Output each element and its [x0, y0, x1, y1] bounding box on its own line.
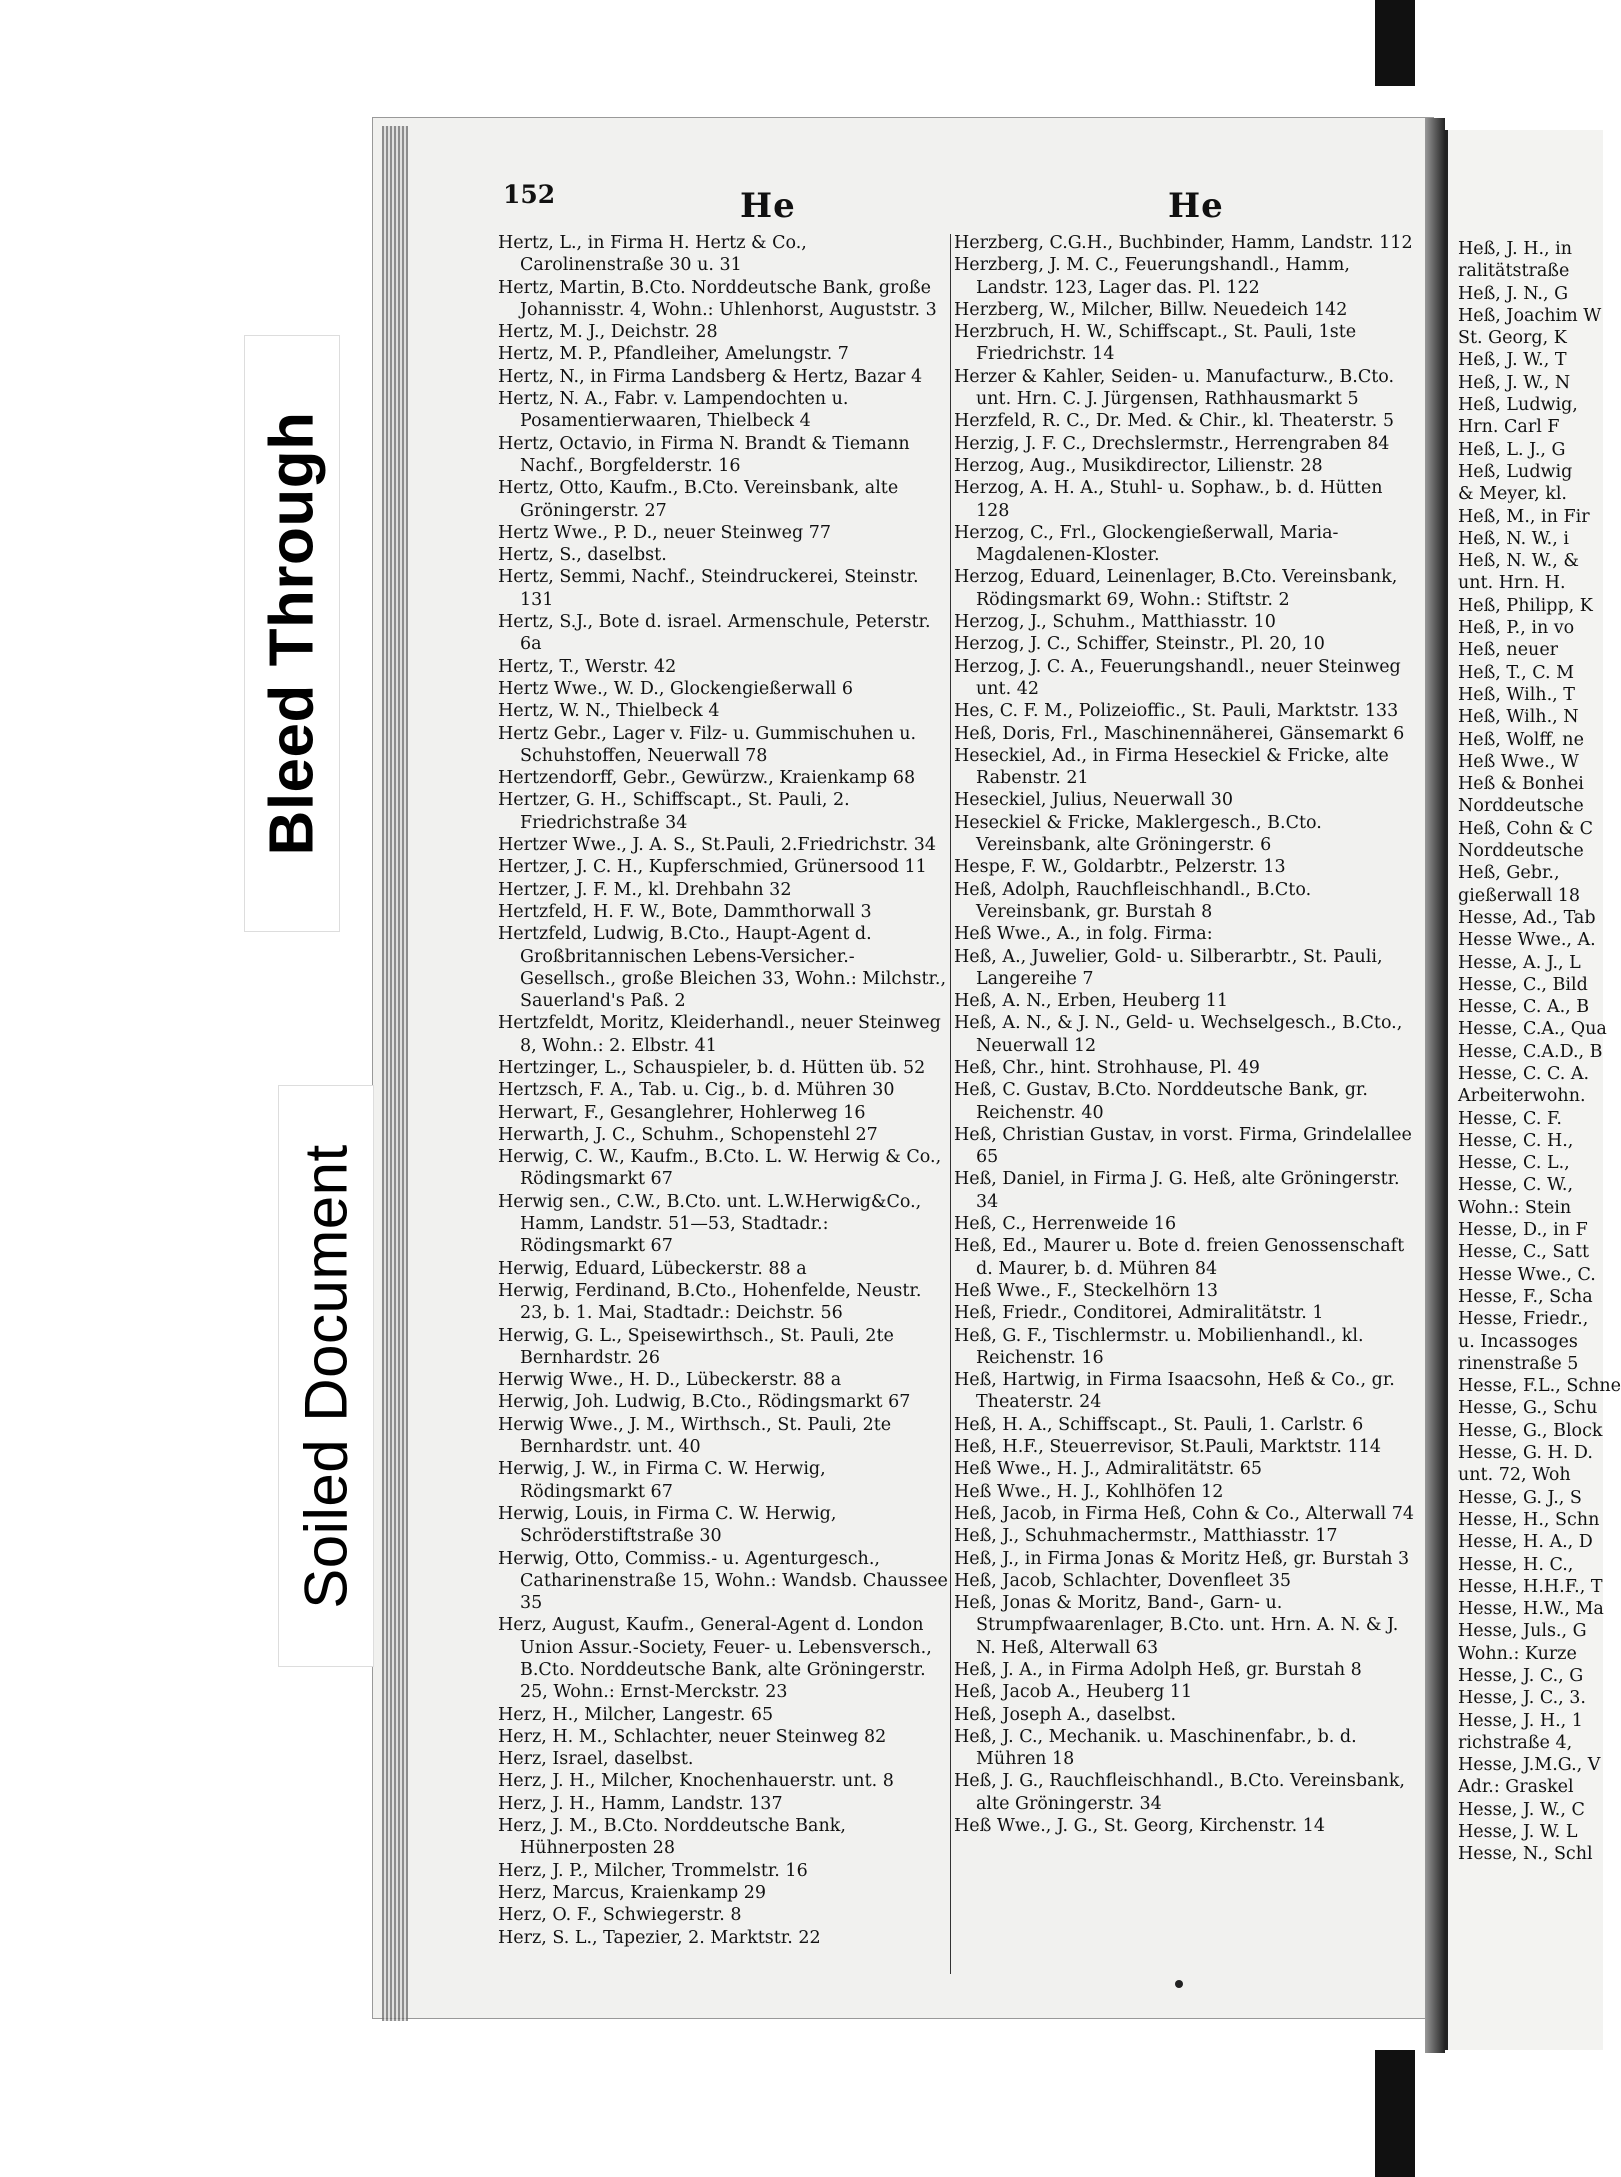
directory-entry: Heß, A., Juwelier, Gold- u. Silberarbtr., St. Pauli, Langereihe 7 [954, 946, 1383, 989]
directory-entry: Heß, Doris, Frl., Maschinennäherei, Gänsemarkt 6 [954, 723, 1405, 744]
directory-entry: Hesse, H., Schn [1458, 1509, 1600, 1530]
directory-entry: Heß, Wolff, ne [1458, 729, 1584, 750]
directory-entry: Heß Wwe., A., in folg. Firma: [954, 924, 1213, 945]
directory-entry: Hertz, T., Werstr. 42 [498, 656, 677, 677]
directory-entry: Herwarth, J. C., Schuhm., Schopenstehl 27 [498, 1124, 878, 1145]
directory-entry: Herwig Wwe., H. D., Lübeckerstr. 88 a [498, 1370, 842, 1391]
directory-entry: Hertz Gebr., Lager v. Filz- u. Gummischuhen u. Schuhstoffen, Neuerwall 78 [498, 723, 917, 766]
directory-entry: Heß, J. A., in Firma Adolph Heß, gr. Burstah 8 [954, 1660, 1362, 1680]
directory-entry: Hesse, J. W., C [1458, 1799, 1585, 1820]
directory-entry: Heß Wwe., W [1458, 751, 1579, 772]
directory-entry: Hertzer, J. F. M., kl. Drehbahn 32 [498, 879, 792, 900]
page-number: 152 [503, 180, 556, 209]
directory-entry: Heß, J., Schuhmachermstr., Matthiasstr. 17 [954, 1526, 1338, 1547]
directory-entry: Hesse, C. A., B [1458, 997, 1590, 1018]
directory-entry: Hesse Wwe., A. [1458, 930, 1596, 951]
directory-entry: Herzog, J., Schuhm., Matthiasstr. 10 [954, 612, 1276, 633]
directory-entry: Hertz, S.J., Bote d. israel. Armenschule, Peterstr. 6a [498, 612, 931, 655]
directory-entry: Herzog, J. C. A., Feuerungshandl., neuer Steinweg unt. 42 [954, 656, 1401, 699]
directory-entry: Heß Wwe., F., Steckelhörn 13 [954, 1280, 1218, 1301]
right-column [954, 232, 1416, 1837]
directory-entry: Herzog, A. H. A., Stuhl- u. Sophaw., b. d. Hütten 128 [954, 478, 1383, 521]
directory-entry: Hertz, N., in Firma Landsberg & Hertz, Bazar 4 [498, 366, 923, 387]
directory-entry: Heß, H. A., Schiffscapt., St. Pauli, 1. Carlstr. 6 [954, 1414, 1364, 1435]
directory-entry: Hertz, Semmi, Nachf., Steindruckerei, Steinstr. 131 [498, 567, 919, 610]
directory-entry: Hesse, C. F. [1458, 1108, 1562, 1129]
directory-entry: Herzog, J. C., Schiffer, Steinstr., Pl. 20, 10 [954, 634, 1325, 655]
directory-entry: Herwig, Otto, Commiss.- u. Agenturgesch., Catharinenstraße 15, Wohn.: Wandsb. Chaussee 35 [498, 1548, 948, 1614]
directory-entry: Heß, Cohn & C [1458, 818, 1593, 839]
soiled-document-stamp [278, 1085, 374, 1667]
directory-entry: Arbeiterwohn. [1458, 1086, 1586, 1107]
page-edge-shading [382, 126, 408, 2021]
directory-entry: Heß, Adolph, Rauchfleischhandl., B.Cto. Vereinsbank, gr. Burstah 8 [954, 879, 1312, 922]
directory-entry: Heß, Joseph A., daselbst. [954, 1704, 1177, 1725]
directory-entry: Heß, Wilh., N [1458, 707, 1579, 728]
directory-entry: Heß, J. G., Rauchfleischhandl., B.Cto. Vereinsbank, alte Gröningerstr. 34 [954, 1771, 1405, 1814]
directory-entry: Heß, L. J., G [1458, 439, 1566, 460]
directory-entry: Hesse, A. J., L [1458, 952, 1581, 973]
directory-entry: Heß, Christian Gustav, in vorst. Firma, Grindelallee 65 [954, 1124, 1412, 1168]
directory-entry: rinenstraße 5 [1458, 1353, 1579, 1374]
directory-entry: Hertz, Otto, Kaufm., B.Cto. Vereinsbank, alte Gröningerstr. 27 [498, 478, 899, 521]
directory-entry: Adr.: Graskel [1458, 1777, 1574, 1798]
directory-entry: Heß, C., Herrenweide 16 [954, 1214, 1177, 1235]
directory-entry: ralitätstraße [1458, 261, 1570, 282]
directory-entry: Herz, S. L., Tapezier, 2. Marktstr. 22 [498, 1927, 821, 1948]
directory-entry: Heß, neuer [1458, 640, 1559, 661]
directory-entry: Wohn.: Stein [1458, 1197, 1572, 1218]
directory-entry: & Meyer, kl. [1458, 484, 1567, 505]
directory-entry: Heß, J. N., G [1458, 283, 1569, 304]
directory-entry: Hertz Wwe., P. D., neuer Steinweg 77 [498, 522, 832, 543]
directory-entry: Hes, C. F. M., Polizeioffic., St. Pauli, Marktstr. 133 [954, 701, 1399, 722]
directory-entry: Hesse, D., in F [1458, 1220, 1588, 1241]
directory-entry: Hesse, C. C. A. [1458, 1063, 1590, 1084]
directory-entry: Heß, J. W., T [1458, 350, 1567, 371]
running-head-right: He [1168, 186, 1224, 226]
directory-entry: Heß, J. C., Mechanik. u. Maschinenfabr., b. d. Mühren 18 [954, 1726, 1357, 1770]
directory-entry: Heß, Philipp, K [1458, 595, 1593, 616]
directory-entry: Hesse, C.A.D., B [1458, 1041, 1603, 1062]
directory-entry: Heß, P., in vo [1458, 618, 1575, 639]
directory-entry: Hesse, H.W., Ma [1458, 1599, 1604, 1620]
directory-entry: Hertz, M. P., Pfandleiher, Amelungstr. 7 [498, 344, 849, 365]
running-head-left: He [740, 186, 796, 226]
directory-entry: Heß, Jonas & Moritz, Band-, Garn- u. Strumpfwaarenlager, B.Cto. unt. Hrn. A. N. & J. N. Heß, Alterwall 63 [954, 1593, 1399, 1658]
directory-entry: Hertz, N. A., Fabr. v. Lampendochten u. Posamentierwaaren, Thielbeck 4 [498, 389, 849, 432]
directory-entry: Herzberg, W., Milcher, Billw. Neuedeich 142 [954, 299, 1348, 320]
directory-entry: Hesse, G. J., S [1458, 1487, 1582, 1508]
next-page-fragment [1445, 130, 1621, 2050]
next-page-column [1458, 238, 1621, 1866]
directory-entry: Herwig, Eduard, Lübeckerstr. 88 a [498, 1258, 807, 1279]
directory-entry: Herz, J. M., B.Cto. Norddeutsche Bank, Hühnerposten 28 [498, 1816, 846, 1859]
directory-entry: Heß, Ed., Maurer u. Bote d. freien Genossenschaft d. Maurer, b. d. Mühren 84 [954, 1236, 1405, 1279]
column-rule [950, 234, 951, 1974]
directory-entry: Heseckiel, Julius, Neuerwall 30 [954, 790, 1233, 811]
directory-entry: Heß, Daniel, in Firma J. G. Heß, alte Gröningerstr. 34 [954, 1169, 1400, 1212]
ink-dot [1175, 1980, 1183, 1988]
directory-entry: St. Georg, K [1458, 328, 1567, 349]
directory-entry: Herz, Israel, daselbst. [498, 1749, 694, 1770]
directory-entry: Hesse, C.A., Qua [1458, 1019, 1607, 1040]
directory-entry: Herz, J. H., Milcher, Knochenhauerstr. unt. 8 [498, 1771, 894, 1792]
directory-entry: Herwig, Joh. Ludwig, B.Cto., Rödingsmarkt 67 [498, 1392, 911, 1413]
directory-entry: Heß, A. N., & J. N., Geld- u. Wechselgesch., B.Cto., Neuerwall 12 [954, 1013, 1403, 1056]
directory-entry: Herwig sen., C.W., B.Cto. unt. L.W.Herwig&Co., Hamm, Landstr. 51—53, Stadtadr.: Rödingsmarkt 67 [498, 1191, 922, 1257]
directory-entry: Hertzer, G. H., Schiffscapt., St. Pauli, 2. Friedrichstraße 34 [498, 790, 850, 833]
directory-entry: Heß, J. H., in [1458, 239, 1573, 259]
directory-entry: Hertz, Octavio, in Firma N. Brandt & Tiemann Nachf., Borgfelderstr. 16 [498, 433, 910, 476]
directory-entry: Heseckiel & Fricke, Maklergesch., B.Cto. Vereinsbank, alte Gröningerstr. 6 [954, 812, 1322, 856]
directory-entry: Hertzinger, L., Schauspieler, b. d. Hütten üb. 52 [498, 1057, 926, 1078]
directory-entry: Hesse, N., Schl [1458, 1844, 1593, 1865]
directory-entry: Hesse, H.H.F., T [1458, 1576, 1603, 1597]
directory-entry: Hesse, F.L., Schne [1458, 1376, 1621, 1397]
directory-entry: Herzer & Kahler, Seiden- u. Manufacturw., B.Cto. unt. Hrn. C. J. Jürgensen, Rathhausmarkt 5 [954, 366, 1395, 410]
directory-entry: Herz, O. F., Schwiegerstr. 8 [498, 1905, 742, 1926]
directory-entry: Herz, Marcus, Kraienkamp 29 [498, 1882, 766, 1903]
directory-entry: Herz, H., Milcher, Langestr. 65 [498, 1704, 774, 1725]
directory-entry: Wohn.: Kurze [1458, 1643, 1577, 1664]
directory-entry: Heß, J., in Firma Jonas & Moritz Heß, gr. Burstah 3 [954, 1548, 1410, 1569]
directory-entry: Hespe, F. W., Goldarbtr., Pelzerstr. 13 [954, 857, 1286, 878]
directory-entry: Herzog, Aug., Musikdirector, Lilienstr. 28 [954, 455, 1323, 476]
directory-entry: Herzfeld, R. C., Dr. Med. & Chir., kl. Theaterstr. 5 [954, 411, 1394, 432]
directory-entry: Hesse, Friedr., [1458, 1309, 1589, 1330]
directory-entry: Heß, Ludwig, [1458, 395, 1578, 416]
directory-entry: Heß, M., in Fir [1458, 506, 1590, 527]
directory-entry: Heß, Jacob, in Firma Heß, Cohn & Co., Alterwall 74 [954, 1503, 1415, 1524]
directory-entry: Hesse Wwe., C. [1458, 1264, 1596, 1285]
directory-entry: Hesse, G., Block [1458, 1420, 1603, 1441]
directory-entry: Heß, Wilh., T [1458, 684, 1575, 705]
directory-entry: Hertz Wwe., W. D., Glockengießerwall 6 [498, 678, 853, 699]
bleed-through-label: Bleed Through [257, 411, 327, 856]
directory-entry: Hesse, C., Bild [1458, 974, 1588, 995]
directory-entry: Heß, Joachim W [1458, 305, 1602, 326]
directory-entry: Hertz, Martin, B.Cto. Norddeutsche Bank, große Johannisstr. 4, Wohn.: Uhlenhorst, Auguststr. 3 [498, 277, 937, 320]
directory-entry: Hertzfeld, H. F. W., Bote, Dammthorwall 3 [498, 901, 872, 922]
directory-entry: Hesse, C. L., [1458, 1153, 1570, 1174]
directory-entry: Herz, J. H., Hamm, Landstr. 137 [498, 1793, 783, 1814]
directory-entry: Herwig, Ferdinand, B.Cto., Hohenfelde, Neustr. 23, b. 1. Mai, Stadtadr.: Deichstr. 56 [498, 1280, 922, 1324]
directory-entry: Herzberg, C.G.H., Buchbinder, Hamm, Landstr. 112 [954, 233, 1413, 253]
directory-entry: Herwig, Louis, in Firma C. W. Herwig, Schröderstiftstraße 30 [498, 1503, 837, 1547]
directory-entry: Hesse, H. A., D [1458, 1532, 1593, 1553]
directory-entry: Hertz, W. N., Thielbeck 4 [498, 701, 720, 722]
directory-entry: Hertzfeld, Ludwig, B.Cto., Haupt-Agent d. Großbritannischen Lebens-Versicher.-Gesellsch., große Bleichen 33, Wohn.: Milchstr., Sauerland's Paß. 2 [498, 924, 947, 1012]
binding-bar-bottom [1375, 2050, 1415, 2177]
directory-entry: Heß, H.F., Steuerrevisor, St.Pauli, Marktstr. 114 [954, 1437, 1381, 1458]
directory-entry: richstraße 4, [1458, 1732, 1573, 1753]
directory-entry: Hertzer Wwe., J. A. S., St.Pauli, 2.Friedrichstr. 34 [498, 835, 936, 856]
directory-entry: Hertz, M. J., Deichstr. 28 [498, 322, 718, 343]
directory-entry: Herzog, Eduard, Leinenlager, B.Cto. Vereinsbank, Rödingsmarkt 69, Wohn.: Stiftstr. 2 [954, 567, 1398, 610]
directory-entry: Heß, G. F., Tischlermstr. u. Mobilienhandl., kl. Reichenstr. 16 [954, 1325, 1364, 1368]
directory-entry: Heß, N. W., i [1458, 528, 1569, 549]
directory-entry: Hesse, F., Scha [1458, 1286, 1593, 1307]
directory-entry: Heß, N. W., & [1458, 551, 1579, 572]
directory-entry: Herwig, C. W., Kaufm., B.Cto. L. W. Herwig & Co., Rödingsmarkt 67 [498, 1147, 942, 1190]
directory-entry: Hertz, L., in Firma H. Hertz & Co., Carolinenstraße 30 u. 31 [498, 233, 807, 276]
directory-entry: Heß Wwe., H. J., Admiralitätstr. 65 [954, 1459, 1262, 1480]
directory-entry: Herz, J. P., Milcher, Trommelstr. 16 [498, 1860, 808, 1881]
directory-entry: Norddeutsche [1458, 841, 1584, 862]
directory-entry: Hesse, J. C., G [1458, 1666, 1584, 1686]
directory-entry: Hrn. Carl F [1458, 417, 1560, 438]
directory-entry: Herzberg, J. M. C., Feuerungshandl., Hamm, Landstr. 123, Lager das. Pl. 122 [954, 255, 1350, 298]
directory-entry: Norddeutsche [1458, 796, 1584, 817]
directory-entry: Hesse, H. C., [1458, 1554, 1574, 1575]
directory-entry: Herwart, F., Gesanglehrer, Hohlerweg 16 [498, 1102, 866, 1123]
directory-entry: Hertzendorff, Gebr., Gewürzw., Kraienkamp 68 [498, 768, 916, 789]
directory-entry: Hesse, G., Schu [1458, 1398, 1598, 1419]
bleed-through-stamp [244, 335, 340, 932]
directory-entry: Hesse, J. W. L [1458, 1822, 1578, 1843]
directory-entry: unt. Hrn. H. [1458, 573, 1566, 594]
directory-entry: Herz, H. M., Schlachter, neuer Steinweg 82 [498, 1726, 887, 1747]
directory-entry: Hertzer, J. C. H., Kupferschmied, Grünersood 11 [498, 857, 927, 878]
directory-entry: u. Incassoges [1458, 1331, 1578, 1352]
directory-entry: Heß & Bonhei [1458, 774, 1584, 795]
directory-entry: Hesse, Juls., G [1458, 1621, 1587, 1642]
directory-entry: Herwig Wwe., J. M., Wirthsch., St. Pauli, 2te Bernhardstr. unt. 40 [498, 1414, 892, 1458]
directory-entry: Hesse, J. H., 1 [1458, 1710, 1583, 1731]
binding-bar-top [1375, 0, 1415, 86]
directory-entry: Hesse, J.M.G., V [1458, 1755, 1601, 1776]
directory-entry: Heß, Ludwig [1458, 461, 1573, 482]
directory-entry: Heseckiel, Ad., in Firma Heseckiel & Fricke, alte Rabenstr. 21 [954, 745, 1389, 789]
directory-entry: Hesse, Ad., Tab [1458, 907, 1596, 928]
directory-entry: Herz, August, Kaufm., General-Agent d. London Union Assur.-Society, Feuer- u. Lebensversch., B.Cto. Norddeutsche Bank, alte Gröningerstr. 25, Wohn.: Ernst-Merckstr. 23 [498, 1615, 932, 1703]
directory-entry: Heß Wwe., H. J., Kohlhöfen 12 [954, 1481, 1224, 1502]
directory-entry: Heß, Gebr., [1458, 863, 1560, 884]
directory-entry: Heß Wwe., J. G., St. Georg, Kirchenstr. 14 [954, 1816, 1326, 1837]
directory-entry: Hertzfeldt, Moritz, Kleiderhandl., neuer Steinweg 8, Wohn.: 2. Elbstr. 41 [498, 1013, 941, 1056]
directory-entry: gießerwall 18 [1458, 885, 1581, 906]
directory-entry: Hertzsch, F. A., Tab. u. Cig., b. d. Mühren 30 [498, 1080, 895, 1101]
directory-entry: Herzog, C., Frl., Glockengießerwall, Maria-Magdalenen-Kloster. [954, 522, 1339, 566]
directory-entry: Hesse, C., Satt [1458, 1242, 1590, 1263]
directory-entry: Herwig, J. W., in Firma C. W. Herwig, Rödingsmarkt 67 [498, 1459, 826, 1502]
directory-entry: Hesse, C. W., [1458, 1175, 1574, 1196]
directory-entry: Heß, A. N., Erben, Heuberg 11 [954, 991, 1229, 1012]
directory-entry: Heß, Hartwig, in Firma Isaacsohn, Heß & Co., gr. Theaterstr. 24 [954, 1370, 1395, 1413]
directory-entry: unt. 72, Woh [1458, 1465, 1571, 1486]
directory-entry: Heß, J. W., N [1458, 372, 1571, 393]
directory-entry: Herzig, J. F. C., Drechslermstr., Herrengraben 84 [954, 433, 1390, 454]
directory-entry: Hesse, J. C., 3. [1458, 1688, 1586, 1709]
directory-entry: Hesse, G. H. D. [1458, 1443, 1593, 1464]
directory-entry: Heß, Chr., hint. Strohhause, Pl. 49 [954, 1057, 1260, 1078]
directory-entry: Herzbruch, H. W., Schiffscapt., St. Pauli, 1ste Friedrichstr. 14 [954, 322, 1357, 365]
directory-entry: Heß, Jacob A., Heuberg 11 [954, 1682, 1193, 1703]
soiled-document-label: Soiled Document [292, 1143, 360, 1609]
left-column [498, 232, 950, 1949]
directory-entry: Heß, C. Gustav, B.Cto. Norddeutsche Bank, gr. Reichenstr. 40 [954, 1080, 1368, 1123]
directory-entry: Hertz, S., daselbst. [498, 545, 667, 566]
directory-entry: Heß, Jacob, Schlachter, Dovenfleet 35 [954, 1570, 1291, 1591]
directory-entry: Hesse, C. H., [1458, 1130, 1574, 1151]
directory-entry: Heß, T., C. M [1458, 662, 1575, 683]
directory-entry: Herwig, G. L., Speisewirthsch., St. Pauli, 2te Bernhardstr. 26 [498, 1325, 894, 1368]
gutter-shadow [1425, 118, 1445, 2053]
directory-entry: Heß, Friedr., Conditorei, Admiralitätstr. 1 [954, 1303, 1324, 1324]
